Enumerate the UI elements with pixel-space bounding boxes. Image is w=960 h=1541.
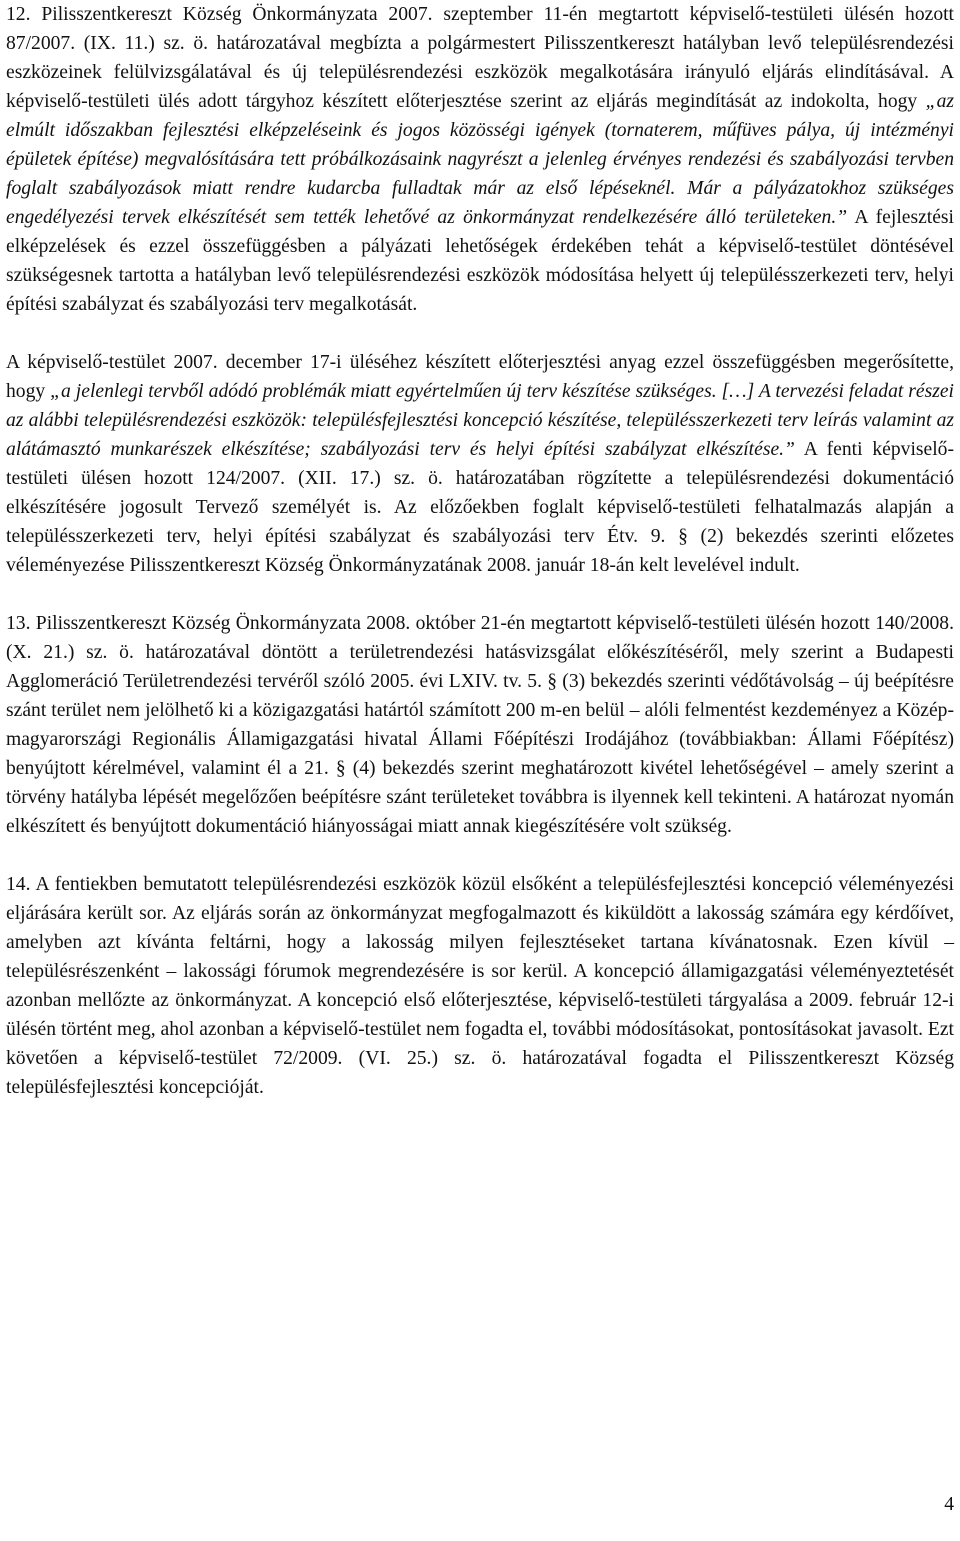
paragraph-12b-quote: „a jelenlegi tervből adódó problémák miatt egyértelműen új terv készítése szükséges. […] A tervezési feladat részei az alábbi településrendezési eszközök: településfejlesztési koncepció készítése, településszerkezeti terv leírás valamint az alátámasztó munkarészek elkészítése; szabályozási terv és helyi építési szabályzat elkészítése.” <box>6 381 954 460</box>
paragraph-12-text-1: 12. Pilisszentkereszt Község Önkormányzata 2007. szeptember 11-én megtartott képviselő-testületi ülésén hozott 87/2007. (IX. 11.) sz. ö. határozatával megbízta a polgármestert Pilisszentkereszt hatályban levő településrendezési eszközeinek felülvizsgálatával és új településrendezési eszközök megalkotására irányuló eljárás elindításával. A képviselő-testületi ülés adott tárgyhoz készített előterjesztése szerint az eljárás megindítását az indokolta, hogy <box>6 4 954 112</box>
paragraph-12 <box>6 0 954 319</box>
paragraph-12-quote: „az elmúlt időszakban fejlesztési elképzeléseink és jogos közösségi igények (tornaterem, műfüves pálya, új intézményi épületek építése) megvalósítására tett próbálkozásaink nagyrészt a jelenleg érvényes rendezési és szabályozási tervben foglalt szabályozások miatt rendre kudarcba fulladtak már az első lépéseknél. Már a pályázatokhoz szükséges engedélyezési tervek elkészítését sem tették lehetővé az önkormányzat rendelkezésére álló területeken.” <box>6 91 954 228</box>
paragraph-12-text-2: A fejlesztési elképzelések és ezzel összefüggésben a pályázati lehetőségek érdekében tehát a képviselő-testület döntésével szükségesnek tartotta a hatályban levő településrendezési eszközök módosítása helyett új településszerkezeti terv, helyi építési szabályzat és szabályozási terv megalkotását. <box>6 207 954 315</box>
paragraph-14-text: 14. A fentiekben bemutatott településrendezési eszközök közül elsőként a településfejlesztési koncepció véleményezési eljárására került sor. Az eljárás során az önkormányzat megfogalmazott és kiküldött a lakosság számára egy kérdőívet, amelyben azt kívánta feltárni, hogy a lakosság milyen fejlesztéseket tartana kívánatosnak. Ezen kívül – településrészenként – lakossági fórumok megrendezésére is sor kerül. A koncepció államigazgatási véleményeztetését azonban mellőzte az önkormányzat. A koncepció első előterjesztése, képviselő-testületi tárgyalása a 2009. február 12-i ülésén történt meg, ahol azonban a képviselő-testület nem fogadta el, további módosításokat, pontosításokat javasolt. Ezt követően a képviselő-testület 72/2009. (VI. 25.) sz. ö. határozatával fogadta el Pilisszentkereszt Község településfejlesztési koncepcióját. <box>6 874 954 1098</box>
paragraph-14 <box>6 870 954 1102</box>
document-body <box>6 0 954 1102</box>
paragraph-13 <box>6 609 954 841</box>
page-number: 4 <box>944 1494 954 1515</box>
paragraph-gap <box>6 841 954 870</box>
paragraph-13-text: 13. Pilisszentkereszt Község Önkormányzata 2008. október 21-én megtartott képviselő-testületi ülésén hozott 140/2008. (X. 21.) sz. ö. határozatával döntött a területrendezési hatásvizsgálat előkészítéséről, mely szerint a Budapesti Agglomeráció Területrendezési tervéről szóló 2005. évi LXIV. tv. 5. § (3) bekezdés szerinti védőtávolság – új beépítésre szánt terület nem jelölhető ki a közigazgatási határtól számított 200 m-en belül – alóli felmentést kezdeményez a Közép-magyarországi Regionális Államigazgatási hivatal Állami Főépítészi Irodájához (továbbiakban: Állami Főépítész) benyújtott kérelmével, valamint él a 21. § (4) bekezdés szerint meghatározott kivétel lehetőségével – amely szerint a törvény hatályba lépését megelőzően beépítésre szánt területeket továbbra is ilyennek kell tekinteni. A határozat nyomán elkészített és benyújtott dokumentáció hiányosságai miatt annak kiegészítésére volt szükség. <box>6 613 954 837</box>
paragraph-12b-text-2: A fenti képviselő-testületi ülésen hozott 124/2007. (XII. 17.) sz. ö. határozatában rögzítette a településrendezési dokumentáció elkészítésére jogosult Tervező személyét is. Az előzőekben foglalt képviselő-testületi felhatalmazás alapján a településszerkezeti terv, helyi építési szabályzat és szabályozási terv Étv. 9. § (2) bekezdés szerinti előzetes véleményezése Pilisszentkereszt Község Önkormányzatának 2008. január 18-án kelt levelével indult. <box>6 439 954 576</box>
paragraph-gap <box>6 580 954 609</box>
paragraph-12b-text-1: A képviselő-testület 2007. december 17-i üléséhez készített előterjesztési anyag ezzel összefüggésben megerősítette, hogy <box>6 352 954 402</box>
paragraph-12-continued <box>6 348 954 580</box>
paragraph-gap <box>6 319 954 348</box>
